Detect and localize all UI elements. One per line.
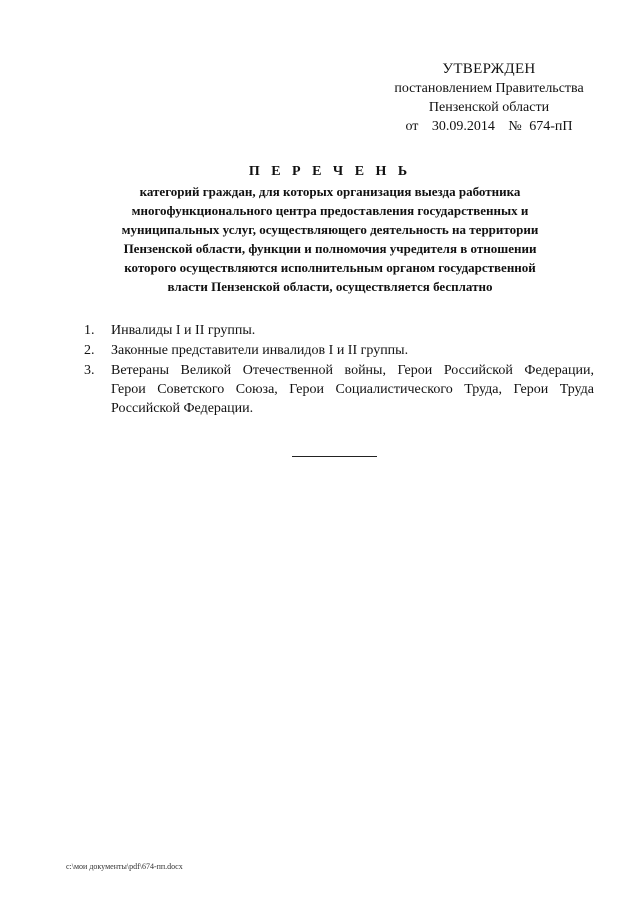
category-list: [84, 321, 594, 419]
list-item-line: Инвалиды I и II группы.: [111, 323, 256, 338]
approval-date-prefix: от: [405, 119, 419, 134]
approval-date-line: [376, 117, 602, 136]
footer-file-path: c:\мои документы\pdf\674-пп.docx: [66, 862, 183, 871]
list-item: [84, 341, 594, 360]
subtitle-line: многофункционального центра предоставления государственных и: [131, 203, 529, 218]
list-item-number: 3.: [84, 363, 95, 378]
document-subtitle: [74, 182, 586, 296]
subtitle-line: власти Пензенской области, осуществляется бесплатно: [167, 279, 493, 294]
subtitle-line: категорий граждан, для которых организация выезда работника: [139, 184, 521, 199]
approval-authority: постановлением Правительства: [394, 81, 584, 96]
list-item-text: [111, 321, 594, 340]
document-title: П Е Р Е Ч Е Н Ь: [248, 164, 412, 179]
list-item-text: [111, 341, 594, 360]
list-item: [84, 321, 594, 340]
list-item-line: Герои Советского Союза, Герои Социалистического Труда, Герои Труда: [111, 382, 594, 397]
approval-number: № 674-пП: [508, 119, 573, 134]
approval-title: УТВЕРЖДЕН: [442, 61, 536, 77]
approval-region: Пензенской области: [428, 100, 550, 115]
list-item-line: Законные представители инвалидов I и II группы.: [111, 343, 409, 358]
list-item: [84, 361, 594, 418]
subtitle-line: Пензенской области, функции и полномочия учредителя в отношении: [123, 241, 537, 256]
list-item-text: [111, 361, 594, 418]
list-item-line: Ветераны Великой Отечественной войны, Герои Российской Федерации,: [111, 363, 594, 378]
end-divider: [292, 456, 377, 457]
list-item-line: Российской Федерации.: [111, 401, 254, 416]
subtitle-line: которого осуществляются исполнительным органом государственной: [124, 260, 536, 275]
approval-date: 30.09.2014: [431, 119, 495, 134]
approval-block: [376, 60, 602, 136]
subtitle-line: муниципальных услуг, осуществляющего деятельность на территории: [121, 222, 539, 237]
list-item-number: 1.: [84, 323, 95, 338]
list-item-number: 2.: [84, 343, 95, 358]
